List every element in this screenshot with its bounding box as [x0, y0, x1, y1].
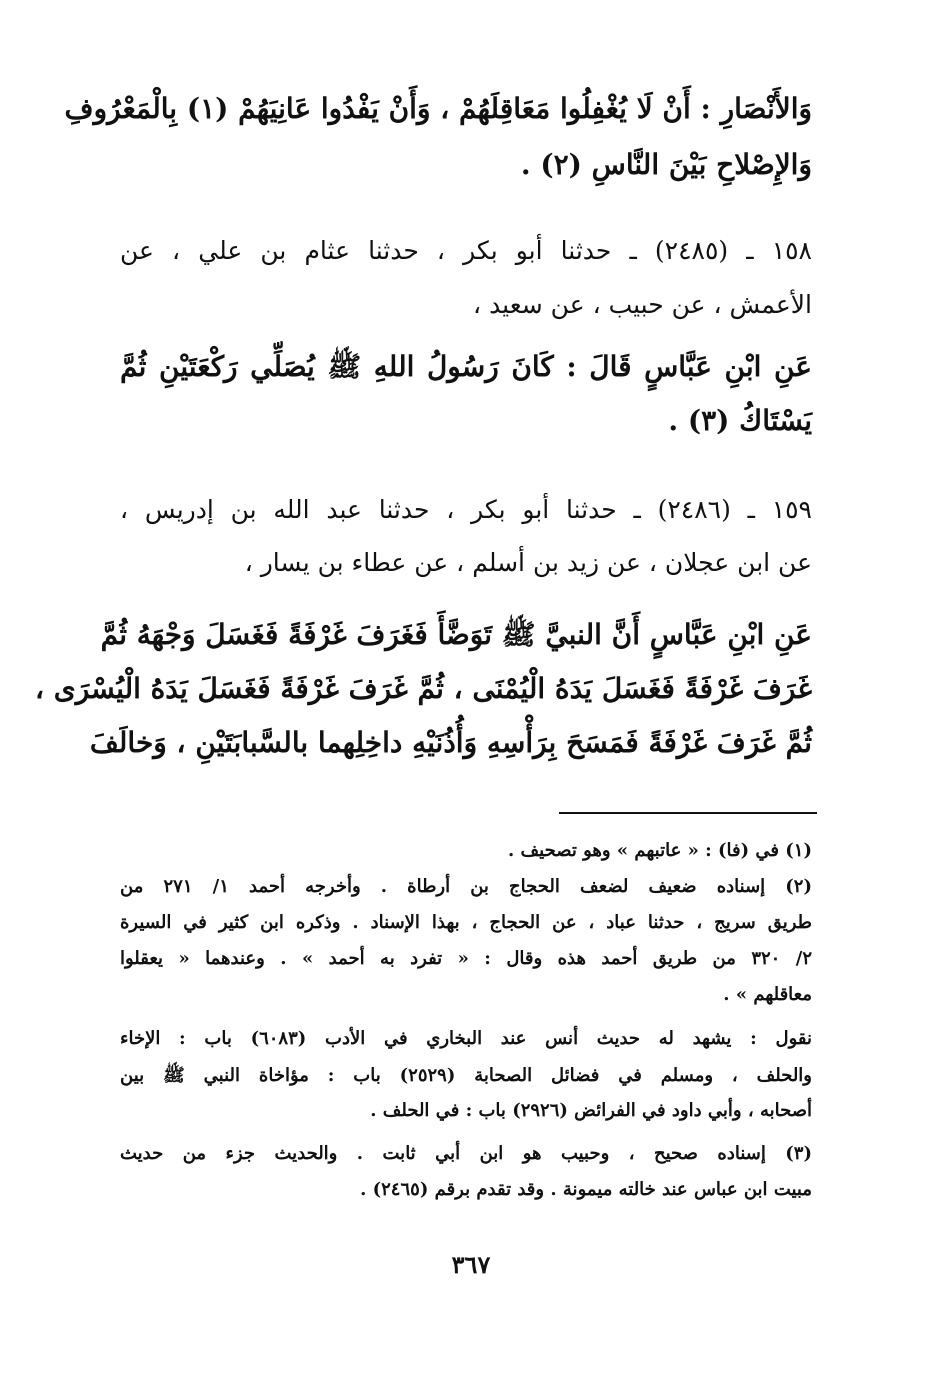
footnote-3-line-2: مبيت ابن عباس عند خالته ميمونة . وقد تقدم برقم (٢٤٦٥) . — [360, 1179, 812, 1200]
footnote-separator — [559, 812, 817, 814]
footnote-3-line-1: (٣) إسناده صحيح ، وحبيب هو ابن أبي ثابت . والحديث جزء من حديث — [120, 1143, 812, 1164]
page-number: ٣٦٧ — [451, 1250, 491, 1279]
hadith-159-line-1: عَنِ ابْنِ عَبَّاسٍ أَنَّ النبيَّ ﷺ تَوَضَّأَ فَغَرَفَ غَرْفَةً فَغَسَلَ وَجْهَهُ ثُمَّ — [100, 618, 812, 651]
text-line-1: وَالأَنْصَارِ : أَنْ لَا يُغْفِلُوا مَعَاقِلَهُمْ ، وَأَنْ يَفْدُوا عَانِيَهُمْ (١) بِالْمَعْرُوفِ — [64, 92, 812, 125]
hadith-159-line-2: غَرَفَ غَرْفَةً فَغَسَلَ يَدَهُ الْيُمْنَى ، ثُمَّ غَرَفَ غَرْفَةً فَغَسَلَ يَدَهُ الْيُسْرَى ، — [35, 672, 812, 705]
footnote-2-line-4: معاقلهم » . — [723, 984, 812, 1005]
isnad-158-line-1: ١٥٨ ـ (٢٤٨٥) ـ حدثنا أبو بكر ، حدثنا عثام بن علي ، عن — [120, 236, 812, 265]
footnote-2-line-3: ٢/ ٣٢٠ من طريق أحمد هذه وقال : « تفرد به أحمد » . وعندهما « يعقلوا — [120, 948, 812, 969]
isnad-159-line-2: عن ابن عجلان ، عن زيد بن أسلم ، عن عطاء بن يسار ، — [244, 548, 812, 577]
footnote-2-line-6: والحلف ، ومسلم في فضائل الصحابة (٢٥٢٩) باب : مؤاخاة النبي ﷺ بين — [120, 1065, 812, 1086]
hadith-158-line-1: عَنِ ابْنِ عَبَّاسٍ قَالَ : كَانَ رَسُولُ اللهِ ﷺ يُصَلِّي رَكْعَتَيْنِ ثُمَّ — [120, 350, 812, 383]
text-line-2: وَالإِصْلاحِ بَيْنَ النَّاسِ (٢) . — [520, 148, 812, 181]
footnote-1: (١) في (فا) : « عاتبهم » وهو تصحيف . — [508, 840, 812, 861]
footnote-2-line-1: (٢) إسناده ضعيف لضعف الحجاج بن أرطاة . وأخرجه أحمد ١/ ٢٧١ من — [120, 876, 812, 897]
footnote-2-line-5: نقول : يشهد له حديث أنس عند البخاري في الأدب (٦٠٨٣) باب : الإخاء — [120, 1028, 812, 1049]
footnote-2-line-2: طريق سريج ، حدثنا عباد ، عن الحجاج ، بهذا الإسناد . وذكره ابن كثير في السيرة — [120, 912, 812, 933]
hadith-158-line-2: يَسْتَاكُ (٣) . — [668, 404, 812, 437]
footnote-2-line-7: أصحابه ، وأبي داود في الفرائض (٢٩٢٦) باب : في الحلف . — [370, 1100, 812, 1121]
isnad-158-line-2: الأعمش ، عن حبيب ، عن سعيد ، — [473, 290, 812, 319]
isnad-159-line-1: ١٥٩ ـ (٢٤٨٦) ـ حدثنا أبو بكر ، حدثنا عبد الله بن إدريس ، — [120, 495, 812, 524]
hadith-159-line-3: ثُمَّ غَرَفَ غَرْفَةً فَمَسَحَ بِرَأْسِهِ وَأُذُنَيْهِ داخِلِهما بالسَّبابَتَيْنِ ، وَخالَفَ — [89, 726, 812, 759]
